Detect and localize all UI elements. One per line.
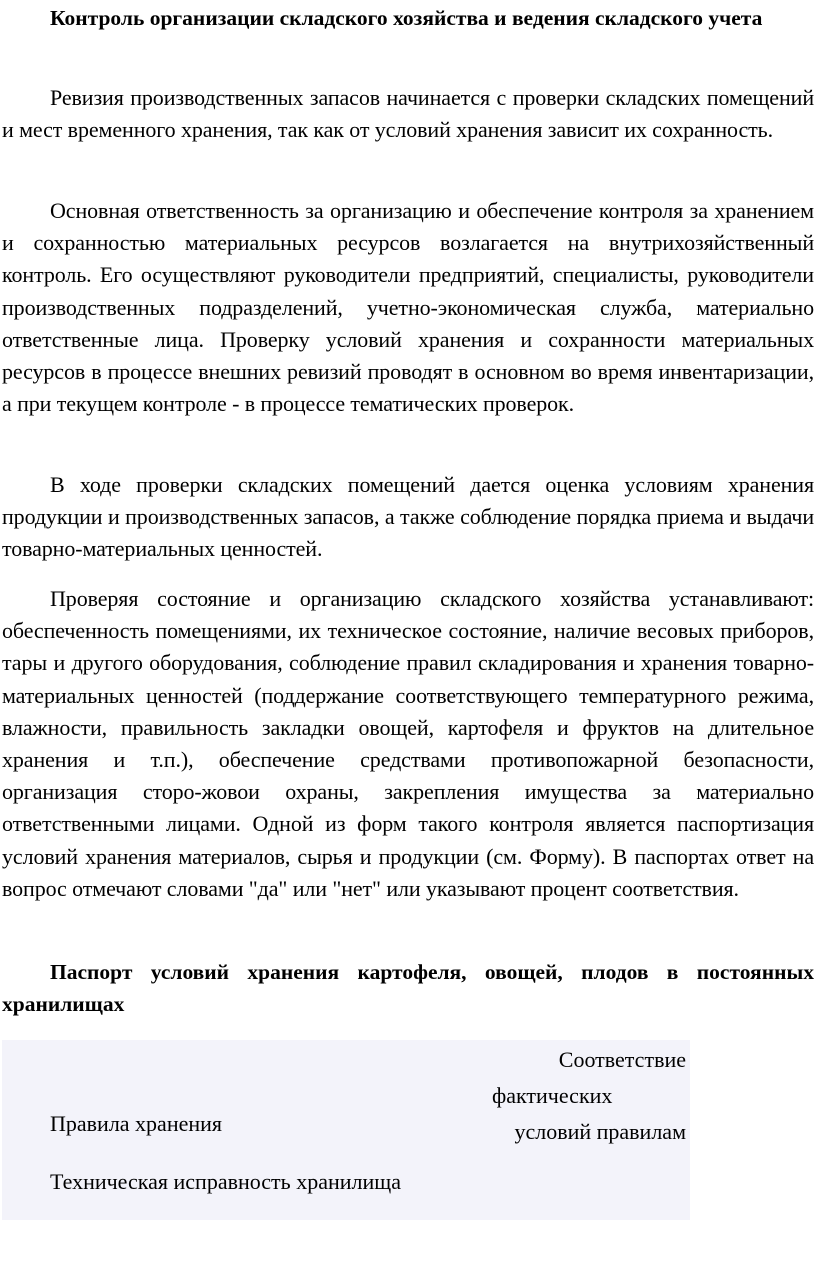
table-header-compliance bbox=[492, 1042, 686, 1150]
section-title: Контроль организации складского хозяйства и ведения складского учета bbox=[50, 6, 763, 30]
paragraph-3: В ходе проверки складских помещений дается оценка условиям хранения продукции и производственных запасов, а также соблюдение порядка приема и выдачи товарно-материальных ценностей. bbox=[2, 472, 814, 562]
passport-table bbox=[2, 1040, 690, 1220]
table-header-rules: Правила хранения bbox=[50, 1111, 223, 1136]
paragraph-4: Проверяя состояние и организацию складского хозяйства устанавливают: обеспеченность помещениями, их техническое состояние, наличие весовых приборов, тары и другого оборудования, соблюдение правил складирования и хранения товарно-материальных ценностей (поддержание соответствующего температурного режима, влажности, правильность закладки овощей, картофеля и фруктов на длительное хранения и т.п.), обеспечение средствами противопожарной безопасности, организация сторо-жовои охраны, закрепления имущества за материально ответственными лицами. Одной из форм такого контроля является паспортизация условий хранения материалов, сырья и продукции (см. Форму). В паспортах ответ на вопрос отмечают словами "да" или "нет" или указывают процент соответствия. bbox=[2, 586, 814, 901]
table-header-compliance-line1: Соответствие bbox=[558, 1047, 686, 1072]
table-header-compliance-line2: фактических bbox=[492, 1083, 613, 1108]
table-header-compliance-line3: условий правилам bbox=[514, 1119, 686, 1144]
paragraph-1: Ревизия производственных запасов начинается с проверки складских помещений и мест временного хранения, так как от условий хранения зависит их сохранность. bbox=[2, 85, 814, 143]
table-row-technical-condition: Техническая исправность хранилища bbox=[50, 1169, 401, 1194]
paragraph-2: Основная ответственность за организацию и обеспечение контроля за хранением и сохранностью материальных ресурсов возлагается на внутрихозяйственный контроль. Его осуществляют руководители предприятий, специалисты, руководители производственных подразделений, учетно-экономическая служба, материально ответственные лица. Проверку условий хранения и сохранности материальных ресурсов в процессе внешних ревизий проводят в основном во время инвентаризации, а при текущем контроле - в процессе тематических проверок. bbox=[2, 198, 814, 417]
passport-title: Паспорт условий хранения картофеля, овощей, плодов в постоянных хранилищах bbox=[2, 960, 814, 1016]
